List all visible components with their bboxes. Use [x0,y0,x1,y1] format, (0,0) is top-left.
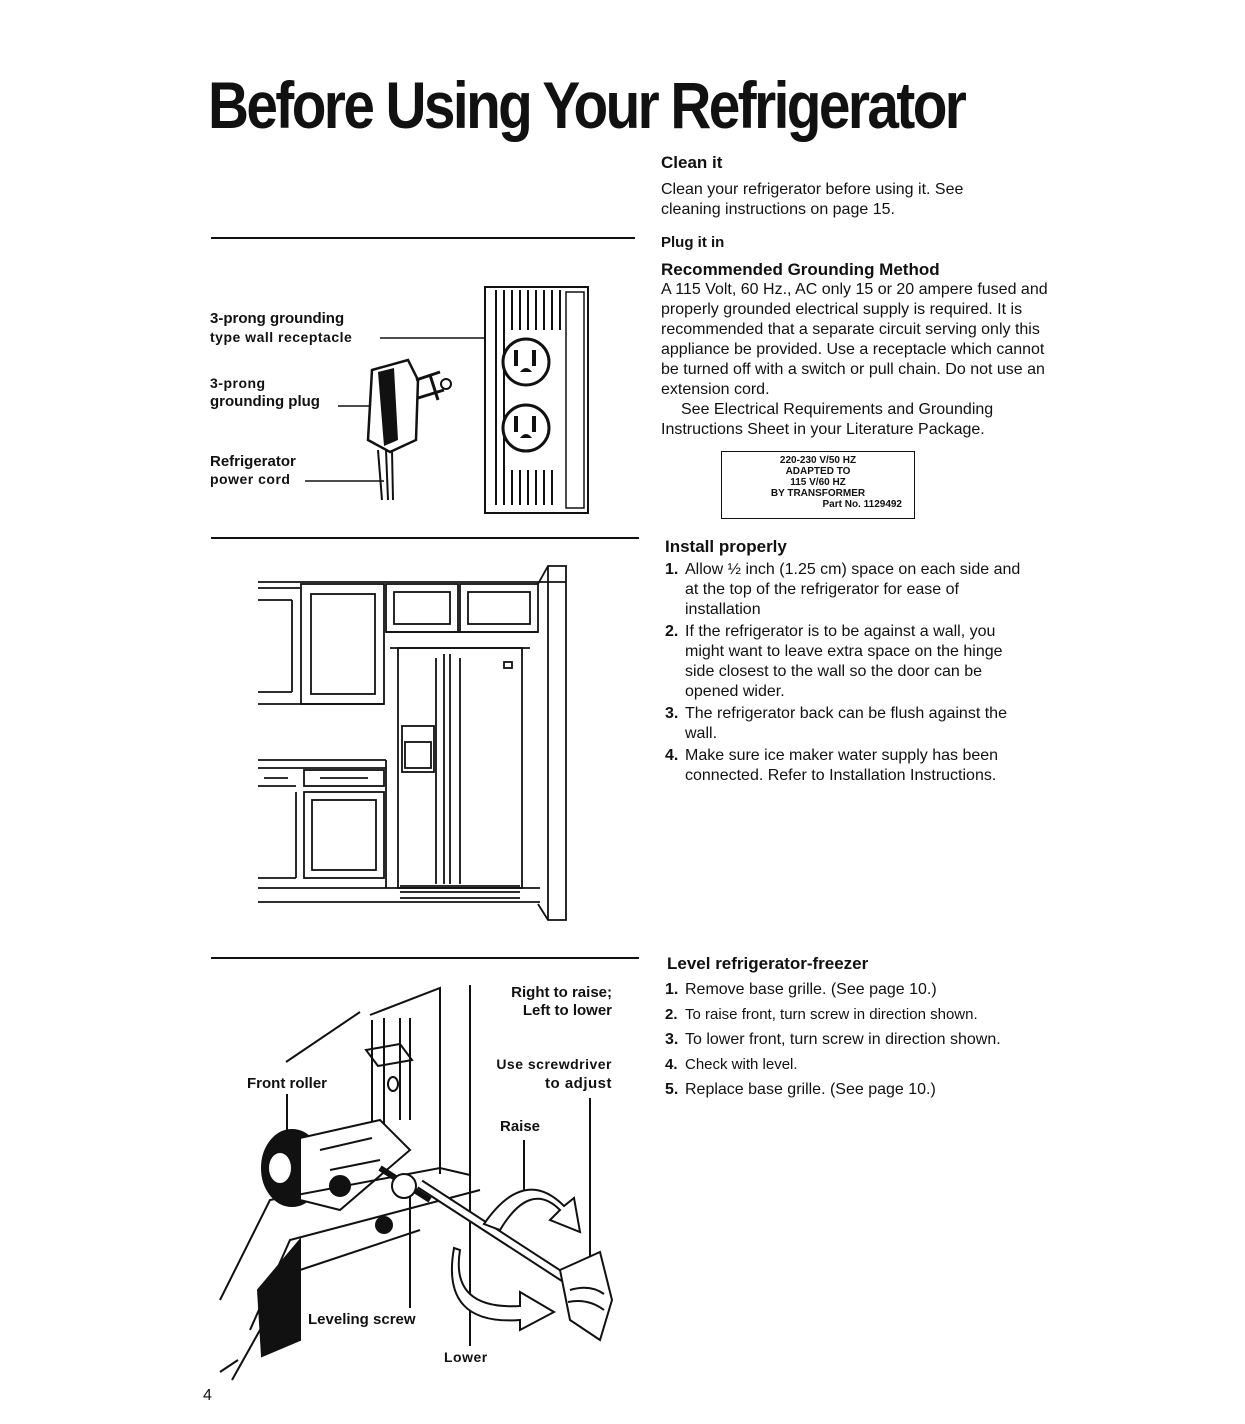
grounding-subheading: Recommended Grounding Method [661,260,940,279]
cord-label-2: power cord [210,471,291,487]
raise-label: Raise [500,1118,541,1135]
step-text: To raise front, turn screw in direction shown. [685,1006,978,1023]
label-line: ADAPTED TO [785,466,851,477]
step-number: 3. [665,705,679,722]
step-text: To lower front, turn screw in direction shown. [685,1031,1001,1048]
step-text: The refrigerator back can be flush against the wall. [685,705,1007,742]
label-line: Left to lower [522,1002,612,1019]
step-number: 4. [665,1056,678,1073]
receptacle-label-2: type wall receptacle [210,329,353,345]
plug-label-2: grounding plug [210,393,320,410]
page-title: Before Using Your Refrigerator [208,68,965,142]
step-number: 2. [665,623,679,640]
lower-label: Lower [444,1349,488,1365]
label-line: to adjust [545,1075,612,1092]
step-text: Remove base grille. (See page 10.) [685,981,937,998]
step-number: 4. [665,747,679,764]
label-line: Part No. 1129492 [822,499,902,510]
install-heading: Install properly [665,537,787,556]
label-line: Use screwdriver [496,1056,612,1072]
step-text: Replace base grille. (See page 10.) [685,1081,936,1098]
label-line: BY TRANSFORMER [770,488,866,499]
step-text: Check with level. [685,1056,798,1073]
clean-text: Clean your refrigerator before using it. See cleaning instructions on page 15. [661,181,964,218]
step-number: 2. [665,1006,678,1023]
step-text: If the refrigerator is to be against a wall, you might want to leave extra space on the hinge side closest to the wall so the door can be opened wider. [685,623,1003,700]
grounding-text: A 115 Volt, 60 Hz., AC only 15 or 20 ampere fused and properly grounded electrical supply is required. It is recommended that a separate circuit serving only this appliance be provided. Use a receptacle which cannot be turned off with a switch or pull chain. Do not use an extension cord. [661,281,1048,398]
leveling-screw-label: Leveling screw [308,1311,416,1328]
plug-label-1: 3-prong [210,375,266,391]
clean-heading: Clean it [661,153,723,172]
front-roller-label: Front roller [247,1075,328,1092]
step-number: 3. [665,1031,679,1048]
grounding-reference-text: See Electrical Requirements and Grounding Instructions Sheet in your Literature Package. [661,401,994,438]
step-text: Allow ½ inch (1.25 cm) space on each side and at the top of the refrigerator for ease of installation [685,561,1021,618]
step-number: 5. [665,1081,679,1098]
label-line: 115 V/60 HZ [790,477,846,488]
plug-heading: Plug it in [661,234,725,251]
step-text: Make sure ice maker water supply has been connected. Refer to Installation Instructions. [685,747,999,784]
label-line: Right to raise; [511,984,612,1001]
level-heading: Level refrigerator-freezer [667,954,869,973]
step-number: 1. [665,561,679,578]
label-line: 220-230 V/50 HZ [779,455,857,466]
page-number: 4 [203,1387,212,1404]
receptacle-label-1: 3-prong grounding [210,310,345,327]
step-number: 1. [665,981,679,998]
cord-label-1: Refrigerator [210,453,296,470]
